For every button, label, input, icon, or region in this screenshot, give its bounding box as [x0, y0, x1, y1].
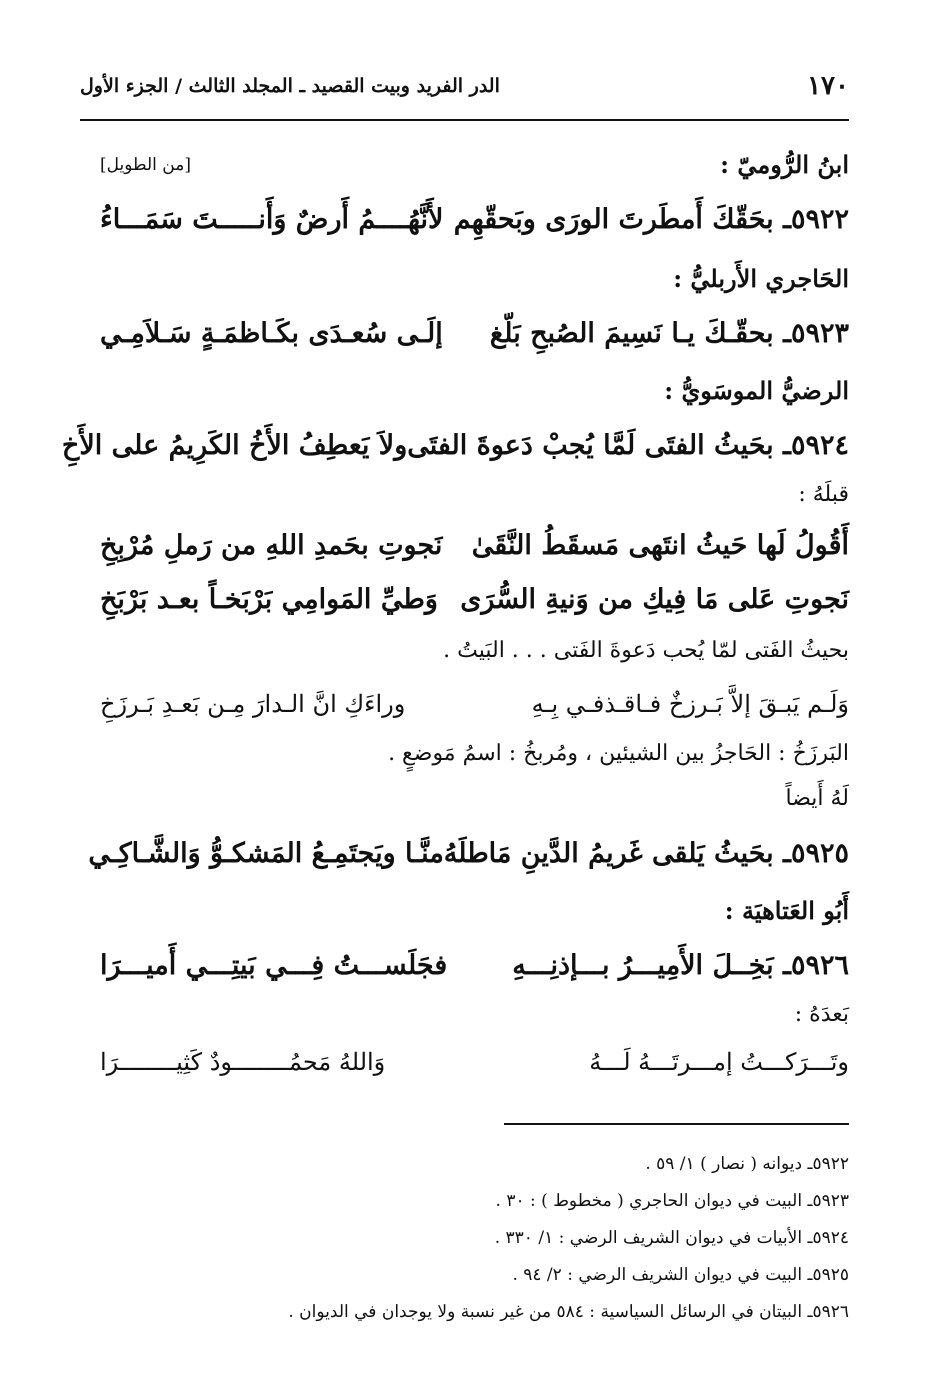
first-hemistich: ٥٩٢٣ـ بحقّـكَ يـا نَسِيمَ الصُبحِ بَلّغ [489, 317, 849, 349]
page-body [61, 140, 849, 1088]
after-label: بَعدَهُ : [794, 1002, 849, 1027]
following-verse [100, 1036, 849, 1088]
gloss-note: البَرزَخُ : الحَاجزُ بين الشيئين ، ومُربخُ : اسمُ مَوضعٍ . [388, 741, 849, 766]
poet-label: ابنُ الرُّوميّ : [720, 150, 849, 179]
first-hemistich: وَلَـم يَبـقَ إلاَّ بَـرزخٌ فـاقـذفـي بِـهِ [531, 690, 849, 718]
second-hemistich: منَّـا ويَجتَمِـعُ المَشكـوُّ وَالشَّـاكِـي [88, 837, 444, 869]
footnote-rule [504, 1123, 849, 1125]
second-hemistich: وَطيِّ المَوامِي بَرْبَخـاً بعـد بَرْبَخِ [100, 583, 438, 615]
quoted-verse: بحيثُ الفَتى لمّا يُحب دَعوةَ الفَتى . . . البَيتُ . [443, 638, 849, 663]
running-title: الدر الفريد وبيت القصيد ـ المجلد الثالث / الجزء الأول [80, 75, 500, 97]
verse-5923 [100, 304, 849, 362]
second-hemistich: لأَنَّهُــــمُ أَرضٌ وَأَنـــــتَ سَمَـــاءُ [100, 203, 444, 235]
footnote-5923: ٥٩٢٣ـ البيت في ديوان الحاجري ( مخطوط ) : ٣٠ . [495, 1191, 849, 1211]
first-hemistich: ٥٩٢٦ـ بَخِــلَ الأَمِيـــرُ بـــإذنِـــهِ [512, 949, 849, 981]
footnote-5924: ٥٩٢٤ـ الأبيات في ديوان الشريف الرضي : ١/ ٣٣٠ . [494, 1228, 849, 1248]
footnotes [100, 1146, 849, 1331]
verse-5922 [100, 190, 849, 248]
first-hemistich: أَقُولُ لَها حَيثُ انتَهى مَسقَطُ النَّقَىٰ [471, 529, 849, 561]
also-label: لَهُ أَيضاً [785, 786, 849, 811]
poet-name: الحَاجري الأَربليُّ : [673, 264, 849, 293]
poet-name: الرضيُّ الموسَويُّ : [664, 376, 849, 405]
verse-5925 [88, 820, 849, 886]
preceding-verse-1 [100, 516, 849, 574]
first-hemistich: وتَـــرَكـــتُ إمـــرتَـــهُ لَـــهُ [589, 1048, 849, 1076]
footnote-5925: ٥٩٢٥ـ البيت في ديوان الشريف الرضي : ٢/ ٩٤ . [512, 1265, 849, 1285]
second-hemistich: وراءَكِ انَّ الـدارَ مِـن بَعـدِ بَـرزَخِ [100, 690, 406, 718]
footnote-5922: ٥٩٢٢ـ ديوانه ( نصار ) ١/ ٥٩ . [645, 1154, 849, 1174]
verse-5924 [61, 416, 849, 474]
poet-name: أَبُو العَتاهيَة : [724, 896, 849, 925]
meter-label: [من الطويل] [100, 155, 191, 175]
second-hemistich: وَاللهُ مَحمُــــــــودٌ كَثِيــــــــرَا [100, 1048, 386, 1076]
first-hemistich: ٥٩٢٥ـ بحَيثُ يَلقى غَريمُ الدَّينِ مَاطلَهُ [443, 837, 849, 869]
page-header [80, 66, 849, 106]
following-verse [100, 678, 849, 730]
second-hemistich: ولاَ يَعطِفُ الأَخُ الكَرِيمُ على الأَخِ [61, 429, 408, 461]
poet-name [100, 140, 849, 190]
first-hemistich: نَجوتِ عَلى مَا فِيكِ من وَنيةِ السُّرَى [460, 583, 849, 615]
page-number: ١٧٠ [807, 71, 849, 101]
first-hemistich: ٥٩٢٤ـ بحَيثُ الفتَى لَمَّا يُجبْ دَعوةَ الفتَى [407, 429, 849, 461]
before-label: قبلَهُ : [798, 482, 849, 507]
preceding-verse-2 [100, 574, 849, 624]
second-hemistich: فجَلَســـتُ فِـــي بَيتِـــي أَميـــرَا [100, 949, 448, 981]
verse-5926 [100, 936, 849, 994]
second-hemistich: إلَـى سُعـدَى بكَـاظمَـةٍ سَـلاَمِـي [100, 317, 443, 349]
second-hemistich: نَجوتِ بحَمدِ اللهِ من رَملِ مُرْبِخِ [100, 529, 443, 561]
header-rule [80, 119, 849, 121]
first-hemistich: ٥٩٢٢ـ بحَقّكَ أَمطَرتَ الورَى وبَحقّهِم [453, 203, 849, 235]
footnote-5926: ٥٩٢٦ـ البيتان في الرسائل السياسية : ٥٨٤ من غير نسبة ولا يوجدان في الديوان . [288, 1302, 849, 1322]
